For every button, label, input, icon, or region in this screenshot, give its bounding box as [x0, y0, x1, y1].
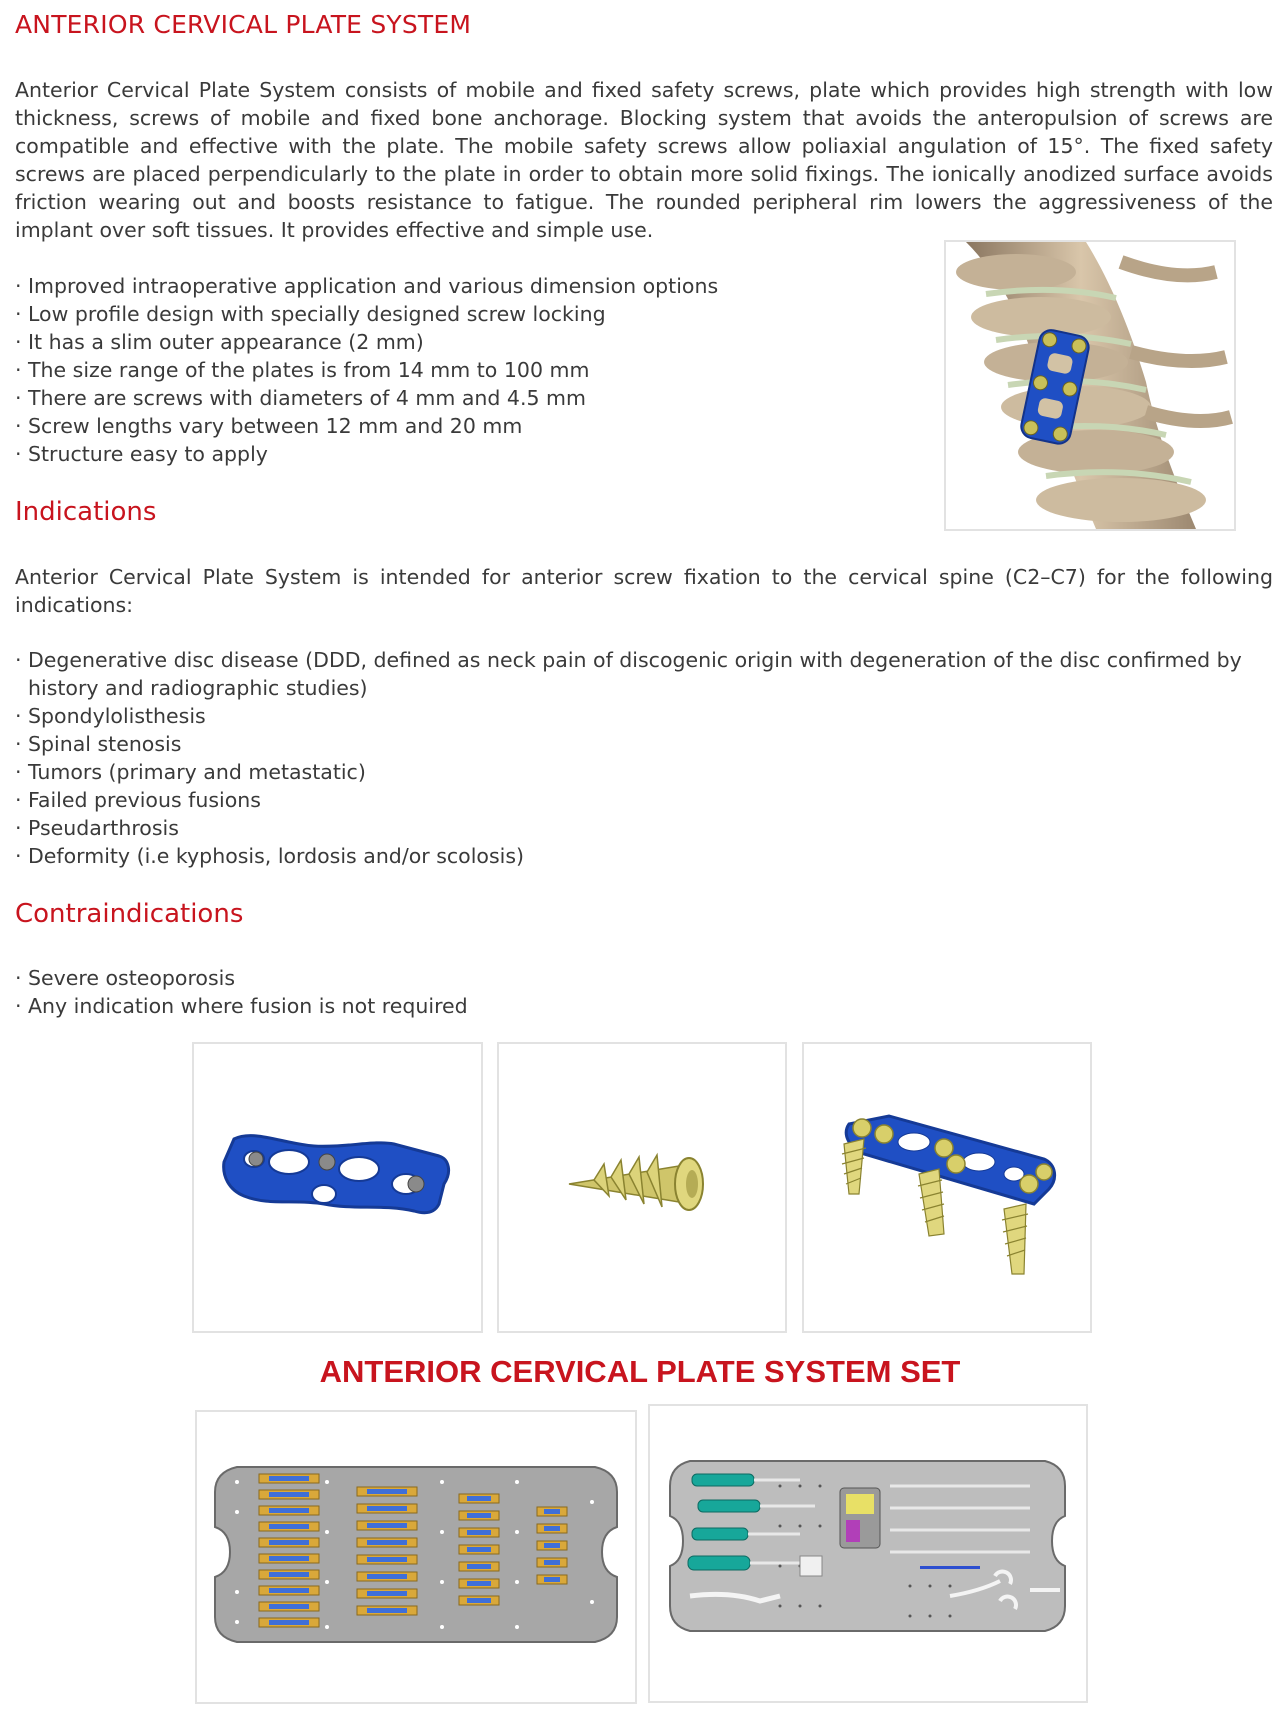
instrument-tray-image: [648, 1404, 1088, 1703]
list-item: · Low profile design with specially designed screw locking: [15, 300, 915, 328]
list-item: · Structure easy to apply: [15, 440, 915, 468]
list-item: · Spondylolisthesis: [15, 702, 1273, 730]
page-title: ANTERIOR CERVICAL PLATE SYSTEM: [15, 10, 472, 39]
contraindications-heading: Contraindications: [15, 899, 244, 929]
list-item: · There are screws with diameters of 4 mm and 4.5 mm: [15, 384, 915, 412]
list-item: · Improved intraoperative application and various dimension options: [15, 272, 915, 300]
list-item: · Tumors (primary and metastatic): [15, 758, 1273, 786]
plate-tray-illustration: [197, 1412, 635, 1702]
spine-illustration: [946, 242, 1234, 529]
cervical-plate-illustration: [194, 1044, 481, 1331]
list-item: · Severe osteoporosis: [15, 964, 915, 992]
instrument-tray-illustration: [650, 1406, 1086, 1701]
plate-tray-image: [195, 1410, 637, 1704]
list-item: · Spinal stenosis: [15, 730, 1273, 758]
contraindications-list: [15, 964, 915, 1020]
list-item: · Deformity (i.e kyphosis, lordosis and/or scolosis): [15, 842, 1273, 870]
plate-assembly-illustration: [804, 1044, 1090, 1331]
spine-implant-image: [944, 240, 1236, 531]
indications-list: [15, 646, 1273, 870]
intro-paragraph: Anterior Cervical Plate System consists of mobile and fixed safety screws, plate which provides high strength with low thickness, screws of mobile and fixed bone anchorage. Blocking system that avoids the anteropulsion of screws are compatible and effective with the plate. The mobile safety screws allow poliaxial angulation of 15°. The fixed safety screws are placed perpendicularly to the plate in order to obtain more solid fixings. The ionically anodized surface avoids friction wearing out and boosts resistance to fatigue. The rounded peripheral rim lowers the aggressiveness of the implant over soft tissues. It provides effective and simple use.: [15, 78, 1273, 242]
list-item: · It has a slim outer appearance (2 mm): [15, 328, 915, 356]
list-item: · Degenerative disc disease (DDD, defined as neck pain of discogenic origin with degeneration of the disc confirmed by history and radiographic studies): [15, 646, 1273, 702]
list-item: · Pseudarthrosis: [15, 814, 1273, 842]
screw-image: [497, 1042, 787, 1333]
set-title: ANTERIOR CERVICAL PLATE SYSTEM SET: [319, 1354, 961, 1389]
list-item: · Screw lengths vary between 12 mm and 20 mm: [15, 412, 915, 440]
list-item: · Any indication where fusion is not required: [15, 992, 915, 1020]
list-item: · The size range of the plates is from 14 mm to 100 mm: [15, 356, 915, 384]
indications-intro: Anterior Cervical Plate System is intended for anterior screw fixation to the cervical spine (C2–C7) for the following indications:: [15, 565, 1273, 617]
list-item: · Failed previous fusions: [15, 786, 1273, 814]
features-list: [15, 272, 915, 468]
plate-image: [192, 1042, 483, 1333]
plate-with-screws-image: [802, 1042, 1092, 1333]
indications-heading: Indications: [15, 497, 157, 527]
bone-screw-illustration: [499, 1044, 785, 1331]
